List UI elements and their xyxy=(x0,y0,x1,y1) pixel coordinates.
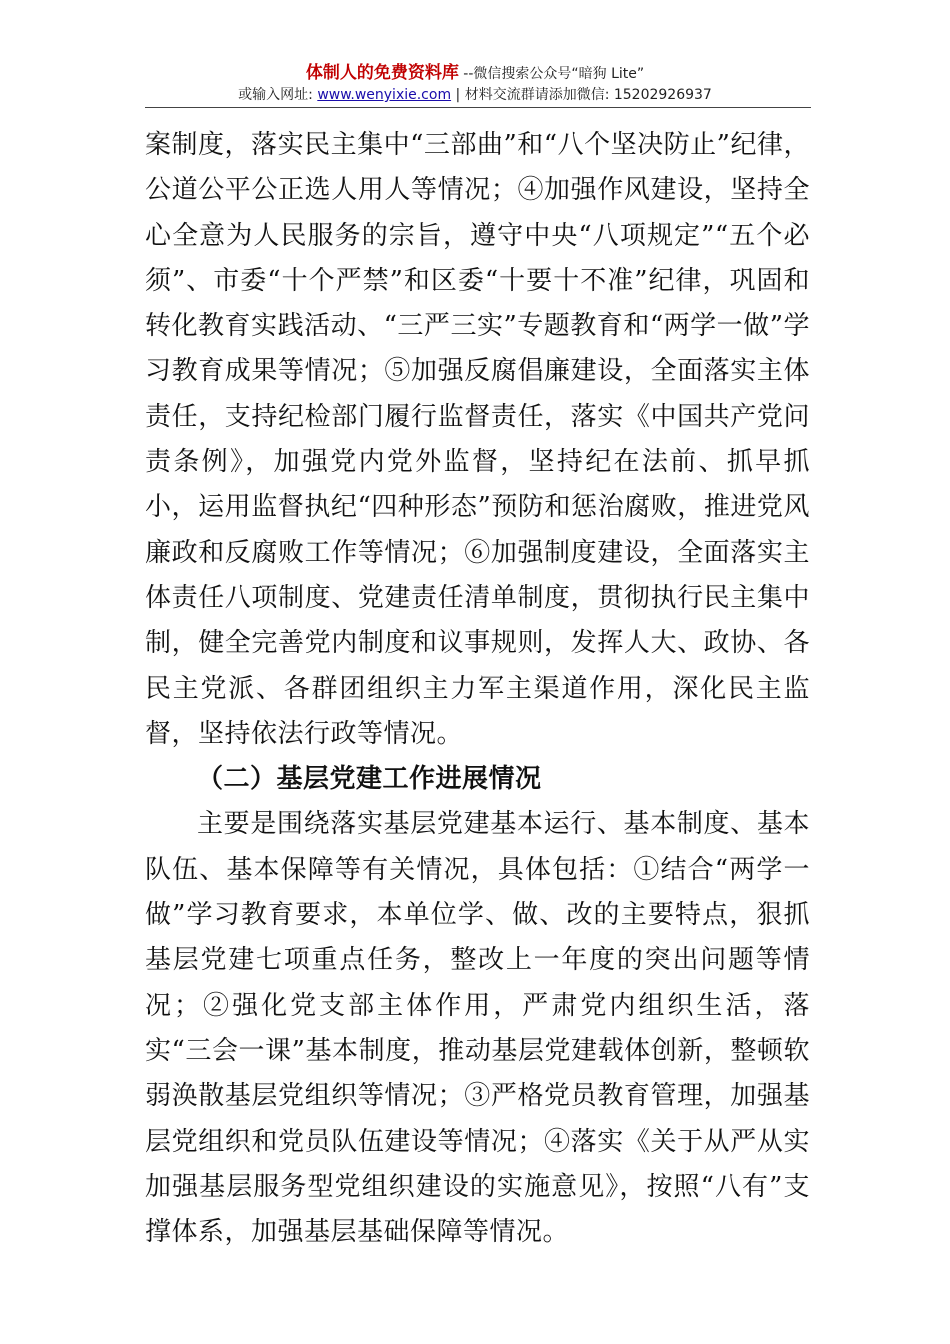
body-paragraph: 主要是围绕落实基层党建基本运行、基本制度、基本队伍、基本保障等有关情况，具体包括：①结合“两学一做”学习教育要求，本单位学、做、改的主要特点，狠抓基层党建七项重点任务，整改上一年度的突出问题等情况；②强化党支部主体作用，严肃党内组织生活，落实“三会一课”基本制度，推动基层党建载体创新，整顿软弱涣散基层党组织等情况；③严格党员教育管理，加强基层党组织和党员队伍建设等情况；④落实《关于从严从实加强基层服务型党组织建设的实施意见》，按照“八有”支撑体系，加强基层基础保障等情况。 xyxy=(145,809,810,1248)
brand-title: 体制人的免费资料库 xyxy=(305,63,459,83)
contact-info: | 材料交流群请添加微信: 15202926937 xyxy=(451,87,712,103)
wechat-note: --微信搜索公众号“暗狗 Lite” xyxy=(458,66,645,82)
document-header xyxy=(0,62,950,105)
header-title-line xyxy=(0,62,950,85)
body-paragraph-continued: 案制度，落实民主集中“三部曲”和“八个坚决防止”纪律，公道公平公正选人用人等情况；④加强作风建设，坚持全心全意为人民服务的宗旨，遵守中央“八项规定”“五个必须”、市委“十个严禁”和区委“十要十不准”纪律，巩固和转化教育实践活动、“三严三实”专题教育和“两学一做”学习教育成果等情况；⑤加强反腐倡廉建设，全面落实主体责任，支持纪检部门履行监督责任，落实《中国共产党问责条例》，加强党内党外监督，坚持纪在法前、抓早抓小，运用监督执纪“四种形态”预防和惩治腐败，推进党风廉政和反腐败工作等情况；⑥加强制度建设，全面落实主体责任八项制度、党建责任清单制度，贯彻执行民主集中制，健全完善党内制度和议事规则，发挥人大、政协、各民主党派、各群团组织主力军主渠道作用，深化民主监督，坚持依法行政等情况。 xyxy=(145,130,810,749)
header-contact-line xyxy=(0,85,950,105)
url-prefix: 或输入网址: xyxy=(238,87,318,103)
website-link[interactable]: www.wenyixie.com xyxy=(317,87,452,103)
header-divider xyxy=(145,107,811,108)
document-body xyxy=(145,123,810,1255)
section-heading: （二）基层党建工作进展情况 xyxy=(197,764,542,795)
